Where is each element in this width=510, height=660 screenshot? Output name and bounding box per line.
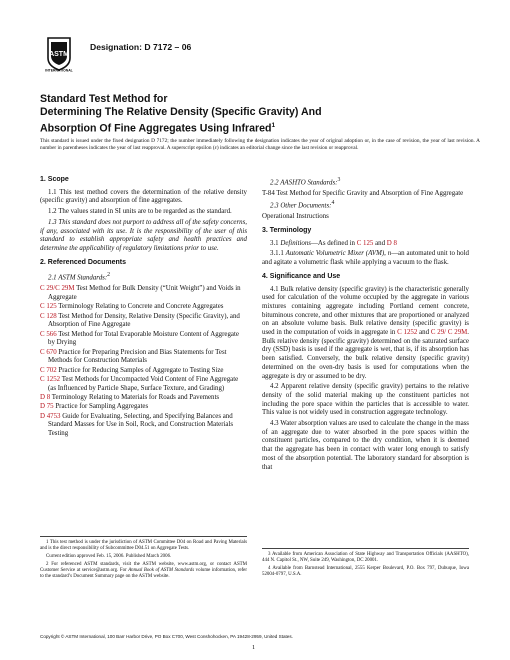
reference-title: Terminology Relating to Materials for Roads and Pavements: [50, 393, 220, 401]
link-c1252[interactable]: C 1252: [397, 329, 418, 337]
footnote-1-edition: Current edition approved Feb. 15, 2006. Published March 2006.: [46, 554, 172, 560]
reference-code-link[interactable]: D 75: [40, 403, 54, 411]
title-line-2: Determining The Relative Density (Specific Gravity) And: [40, 106, 322, 118]
reference-item: [40, 349, 247, 366]
title-line-3: Absorption Of Fine Aggregates Using Infrared$^1$: [40, 122, 276, 135]
footnote-3: 3 Available from American Association of State Highway and Transportation Officials (AASHTO), 444 N. Capitol St., NW, Suite 249, Washington, DC 20001.: [262, 552, 469, 564]
other-documents-item: Operational Instructions: [262, 213, 329, 221]
right-column: [262, 176, 469, 474]
reference-title: Practice for Sampling Aggregates: [53, 403, 149, 411]
reference-title: Test Method for Total Evaporable Moisture Content of Aggregate by Drying: [48, 330, 239, 347]
significance-heading: 4. Significance and Use: [262, 272, 341, 280]
significance-4-3: 4.3 Water absorption values are used to calculate the change in the mass of an aggregate due to water absorbed in the pore spaces within the constituent particles, compared to the dry condition, when it is deemed that the aggregate has been in contact with water long enough to satisfy most of the absorption potential. The laboratory standard for absorption is that: [262, 420, 469, 471]
significance-4-2: 4.2 Apparent relative density (specific gravity) pertains to the relative density of the solid material making up the constituent particles not including the pore space within the particles that is accessible to water. This value is not widely used in construction aggregate technology.: [262, 383, 469, 417]
reference-item: [40, 367, 247, 376]
reference-item: [40, 313, 247, 330]
reference-title: Test Methods for Uncompacted Void Content of Fine Aggregate (as Influenced by Particle Shape, Surface Texture, and Grading): [48, 375, 239, 392]
svg-text:INTERNATIONAL: INTERNATIONAL: [45, 68, 73, 72]
reference-code-link[interactable]: D 8: [40, 393, 51, 401]
reference-code-link[interactable]: C 29/C 29M: [40, 285, 75, 293]
footnote-1: 1 This test method is under the jurisdiction of ASTM Committee D04 on Road and Paving Materials and is the direct responsibility of Subcommittee D04.51 on Aggregate Tests.: [40, 540, 247, 552]
document-title: [40, 93, 480, 136]
reference-item: [40, 403, 247, 412]
reference-code-link[interactable]: C 566: [40, 330, 57, 338]
other-documents-label: 2.3 Other Documents:$^4$: [270, 200, 335, 210]
aashto-item: T-84 Test Method for Specific Gravity and Absorption of Fine Aggregate: [262, 190, 464, 197]
footnotes-left: [40, 536, 247, 582]
terminology-3-1-1: 3.1.1 Automatic Volumetric Mixer (AVM), n—an automated unit to hold and agitate a volumetric flask while applying a vacuum to the flask.: [262, 250, 469, 267]
title-line-1: Standard Test Method for: [40, 93, 168, 105]
reference-title: Test Method for Bulk Density (“Unit Weight”) and Voids in Aggregate: [48, 285, 241, 302]
reference-title: Practice for Preparing Precision and Bias Statements for Test Methods for Construction Materials: [48, 348, 227, 365]
terminology-heading: 3. Terminology: [262, 227, 312, 234]
reference-item: [40, 394, 247, 403]
reference-code-link[interactable]: D 4753: [40, 412, 61, 420]
scope-1-2: 1.2 The values stated in SI units are to be regarded as the standard.: [48, 208, 232, 216]
link-c29[interactable]: C 29/ C 29M: [430, 329, 468, 337]
title-footnote-mark: 1: [271, 122, 276, 129]
copyright-line: Copyright © ASTM International, 100 Barr Harbor Drive, PO Box C700, West Conshohocken, PA 19428-2959, United States.: [40, 634, 293, 639]
reference-item: [40, 303, 247, 312]
astm-logo: [40, 36, 78, 72]
reference-code-link[interactable]: C 1252: [40, 375, 61, 383]
reference-item: [40, 331, 247, 348]
aashto-standards-label: 2.2 AASHTO Standards:$^3$: [270, 177, 341, 187]
svg-text:ASTM: ASTM: [49, 51, 69, 58]
reference-title: Guide for Evaluating, Selecting, and Specifying Balances and Standard Masses for Use in Soil, Rock, and Construction Materials Testing: [48, 412, 234, 437]
significance-4-1: 4.1 Bulk relative density (specific gravity) is the characteristic generally used for calculation of the volume occupied by the aggregate in various mixtures containing aggregate including Portland cement concrete, bituminous concrete, and other mixtures that are proportioned or analyzed on an absolute volume basis. Bulk relative density (specific gravity) is used in the computation of voids in aggregate in C 1252 and C 29/ C 29M. Bulk relative density (specific gravity) determined on the saturated surface dry (SSD) basis is used if the aggregate is wet, that is, if its absorption has been satisfied. Conversely, the bulk relative density (specific gravity) determined on the oven-dry basis is used for computations when the aggregate is dry or assumed to be dry.: [262, 285, 469, 380]
astm-standards-label: 2.1 ASTM Standards:$^2$: [48, 272, 111, 282]
reference-item: [40, 285, 247, 302]
reference-item: [40, 413, 247, 439]
link-c125[interactable]: C 125: [356, 239, 374, 247]
scope-1-3: 1.3 This standard does not purport to address all of the safety concerns, if any, associated with its use. It is the responsibility of the user of this standard to establish appropriate safety and health practices and determine the applicability of regulatory limitations prior to use.: [40, 218, 247, 252]
terminology-3-1: 3.1 Definitions—As defined in C 125 and D 8: [270, 239, 397, 247]
referenced-documents-heading: 2. Referenced Documents: [40, 258, 126, 266]
scope-1-1: 1.1 This test method covers the determination of the relative density (specific gravity) and absorption of fine aggregates.: [40, 188, 247, 205]
reference-code-link[interactable]: C 670: [40, 348, 57, 356]
link-d8[interactable]: D 8: [386, 239, 397, 247]
left-column: [40, 176, 247, 439]
reference-title: Practice for Reducing Samples of Aggregate to Testing Size: [56, 366, 224, 374]
reference-code-link[interactable]: C 125: [40, 303, 57, 311]
reference-title: Terminology Relating to Concrete and Concrete Aggregates: [56, 303, 224, 311]
reference-code-link[interactable]: C 702: [40, 366, 57, 374]
reference-item: [40, 376, 247, 393]
issue-note: This standard is issued under the fixed designation D 7172; the number immediately following the designation indicates the year of original adoption or, in the case of revision, the year of last revision. A number in parentheses indicates the year of last reapproval. A superscript epsilon (ε) indicates an editorial change since the last revision or reapproval.: [40, 138, 480, 152]
scope-heading: 1. Scope: [40, 176, 69, 183]
footnotes-right: [262, 548, 469, 580]
footnote-2: 2 For referenced ASTM standards, visit the ASTM website, www.astm.org, or contact ASTM Customer Service at service@astm.org. For Annual Book of ASTM Standards volume information, refer to the standard’s Document Summary page on the ASTM website.: [40, 561, 247, 580]
page-number: 1: [252, 644, 256, 651]
reference-title: Test Method for Density, Relative Density (Specific Gravity), and Absorption of Fine Aggregate: [48, 312, 240, 329]
reference-code-link[interactable]: C 128: [40, 312, 57, 320]
footnote-4: 4 Available from Barnstead International, 2555 Kerper Boulevard, P.O. Box 797, Dubuque, Iowa 52004-0797, U.S.A.: [262, 566, 469, 578]
designation: Designation: D 7172 – 06: [90, 42, 192, 52]
astm-reference-list: [40, 285, 247, 438]
